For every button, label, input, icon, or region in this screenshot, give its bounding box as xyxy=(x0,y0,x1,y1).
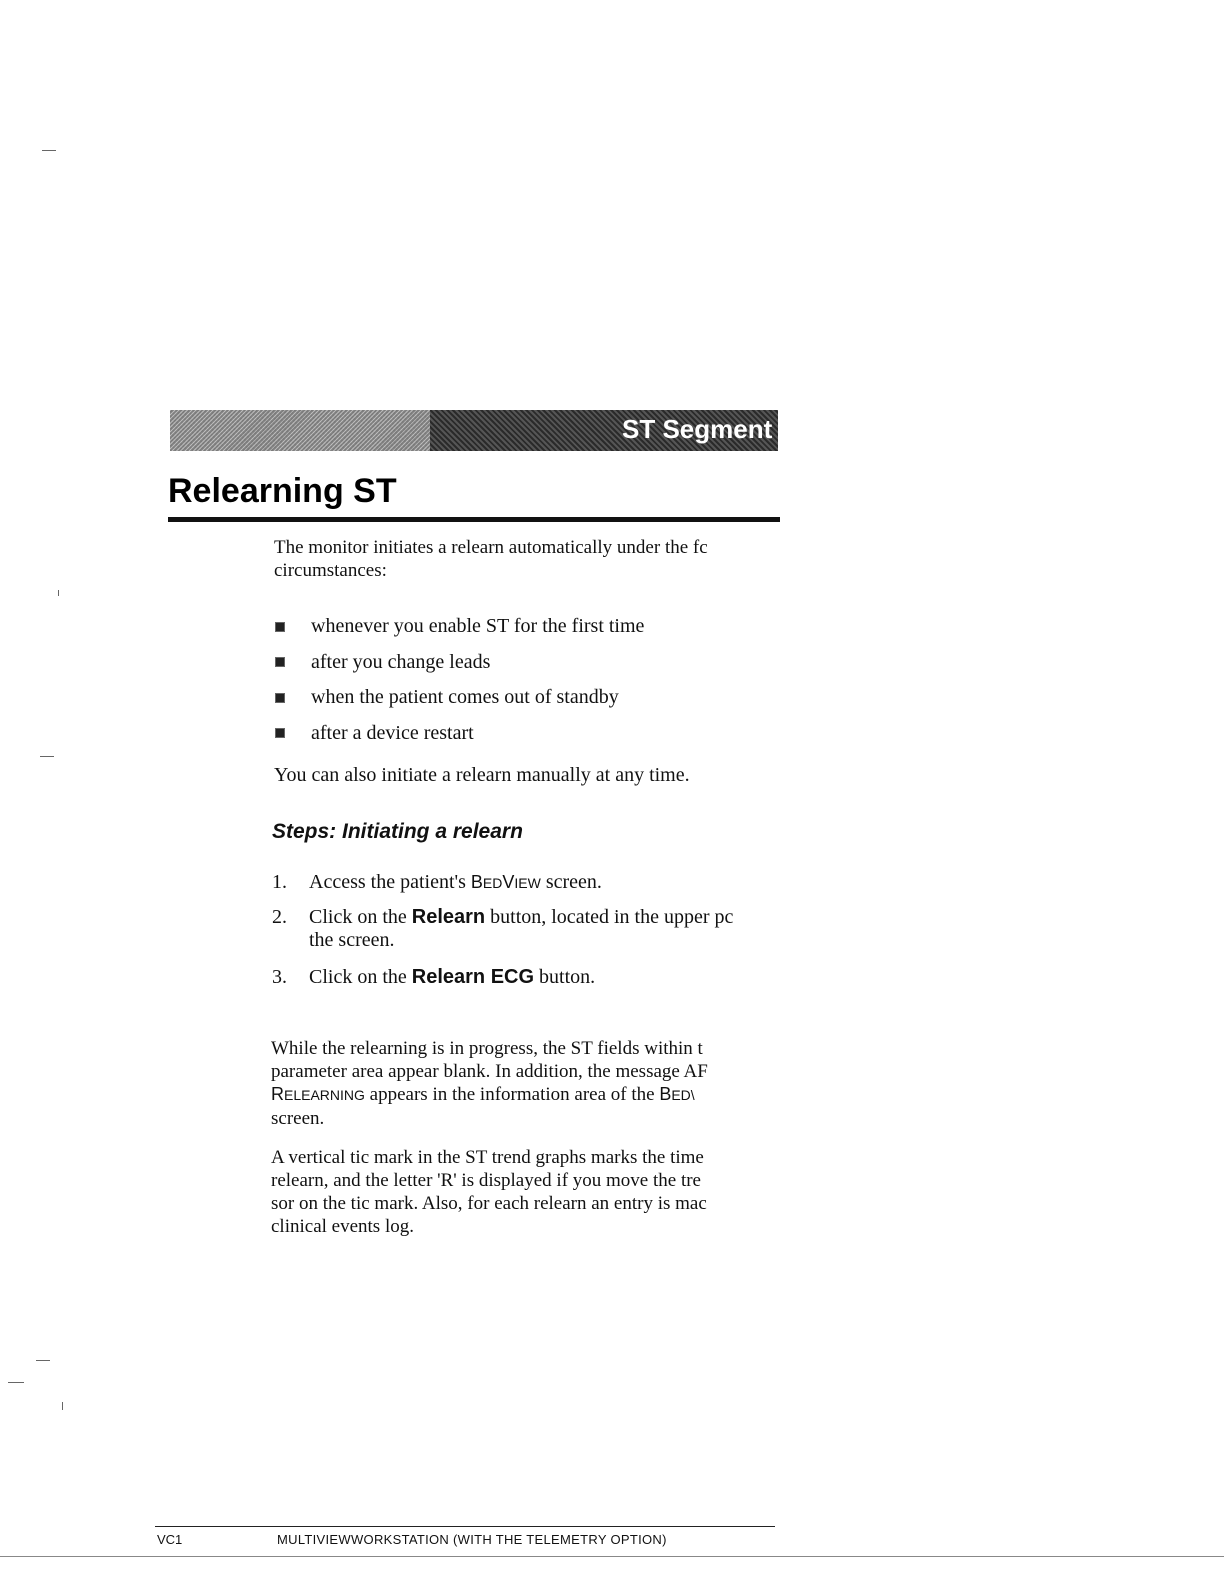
paragraph-line: screen. xyxy=(271,1108,325,1129)
step-number: 2. xyxy=(272,906,287,928)
step-text: button, located in the upper pc xyxy=(485,906,734,928)
small-caps-text: R xyxy=(271,1084,284,1104)
step-2 xyxy=(272,906,780,954)
list-item-text: after a device restart xyxy=(311,721,474,744)
list-item-text: when the patient comes out of standby xyxy=(311,686,619,709)
paragraph-text: appears in the information area of the xyxy=(364,1084,660,1105)
paragraph-line: A vertical tic mark in the ST trend graphs marks the time xyxy=(271,1147,704,1168)
paragraph-line: sor on the tic mark. Also, for each relearn an entry is mac xyxy=(271,1193,707,1214)
small-caps-text: V xyxy=(502,872,515,892)
small-caps-text: B xyxy=(659,1084,672,1104)
paragraph-line xyxy=(271,1083,779,1107)
intro-paragraph xyxy=(274,536,779,586)
square-bullet-icon xyxy=(275,622,285,632)
page-bottom-edge xyxy=(0,1556,1224,1557)
scan-speck xyxy=(8,1382,24,1383)
footer-rule xyxy=(155,1526,775,1527)
list-item xyxy=(275,609,644,645)
list-item-text: whenever you enable ST for the first time xyxy=(311,615,645,638)
condition-list xyxy=(275,609,644,751)
scan-speck xyxy=(62,1402,63,1410)
list-item xyxy=(275,716,644,752)
relearn-ecg-button-label: Relearn ECG xyxy=(411,966,535,988)
square-bullet-icon xyxy=(275,693,285,703)
manual-relearn-note: You can also initiate a relearn manually at any time. xyxy=(274,764,690,786)
step-3 xyxy=(272,966,595,989)
banner-title: ST Segment Analysis (O xyxy=(622,414,922,444)
chapter-banner xyxy=(170,410,922,451)
intro-line-1: The monitor initiates a relearn automatically under the fc xyxy=(274,537,708,558)
step-number: 3. xyxy=(272,966,287,988)
scan-speck xyxy=(40,756,54,757)
scan-speck xyxy=(42,150,56,151)
title-rule xyxy=(168,517,780,522)
relearn-progress-paragraph xyxy=(271,1037,779,1133)
banner-pattern xyxy=(170,410,430,451)
scan-speck xyxy=(58,590,59,596)
square-bullet-icon xyxy=(275,728,285,738)
step-text: screen. xyxy=(540,871,602,893)
page-label: VC1 xyxy=(157,1532,183,1547)
list-item xyxy=(275,680,644,716)
paragraph-line: relearn, and the letter 'R' is displayed if you move the tre xyxy=(271,1170,701,1191)
paragraph-line: parameter area appear blank. In addition, the message AF xyxy=(271,1061,708,1082)
intro-line-2: circumstances: xyxy=(274,560,387,581)
small-caps-text: ELEARNING xyxy=(284,1087,365,1103)
list-item-text: after you change leads xyxy=(311,650,491,673)
step-text: Click on the xyxy=(309,906,412,928)
list-item xyxy=(275,645,644,681)
step-1 xyxy=(272,871,602,895)
footer-title: MULTIVIEWWORKSTATION (WITH THE TELEMETRY OPTION) xyxy=(277,1532,667,1547)
scan-speck xyxy=(36,1360,50,1361)
small-caps-text: ED xyxy=(482,875,503,891)
paragraph-line: clinical events log. xyxy=(271,1216,414,1237)
small-caps-text: ED\ xyxy=(671,1087,695,1103)
tic-mark-paragraph xyxy=(271,1146,779,1242)
relearn-button-label: Relearn xyxy=(411,906,486,928)
step-number: 1. xyxy=(272,871,287,893)
step-text: Access the patient's xyxy=(309,871,471,893)
small-caps-text: IEW xyxy=(514,875,541,891)
steps-heading: Steps: Initiating a relearn xyxy=(272,820,523,843)
paragraph-line: While the relearning is in progress, the ST fields within t xyxy=(271,1038,703,1059)
square-bullet-icon xyxy=(275,657,285,667)
step-text-continued: the screen. xyxy=(309,929,395,951)
section-title: Relearning ST xyxy=(168,472,397,510)
small-caps-text: B xyxy=(470,872,483,892)
step-text: button. xyxy=(534,966,596,988)
step-text: Click on the xyxy=(309,966,412,988)
